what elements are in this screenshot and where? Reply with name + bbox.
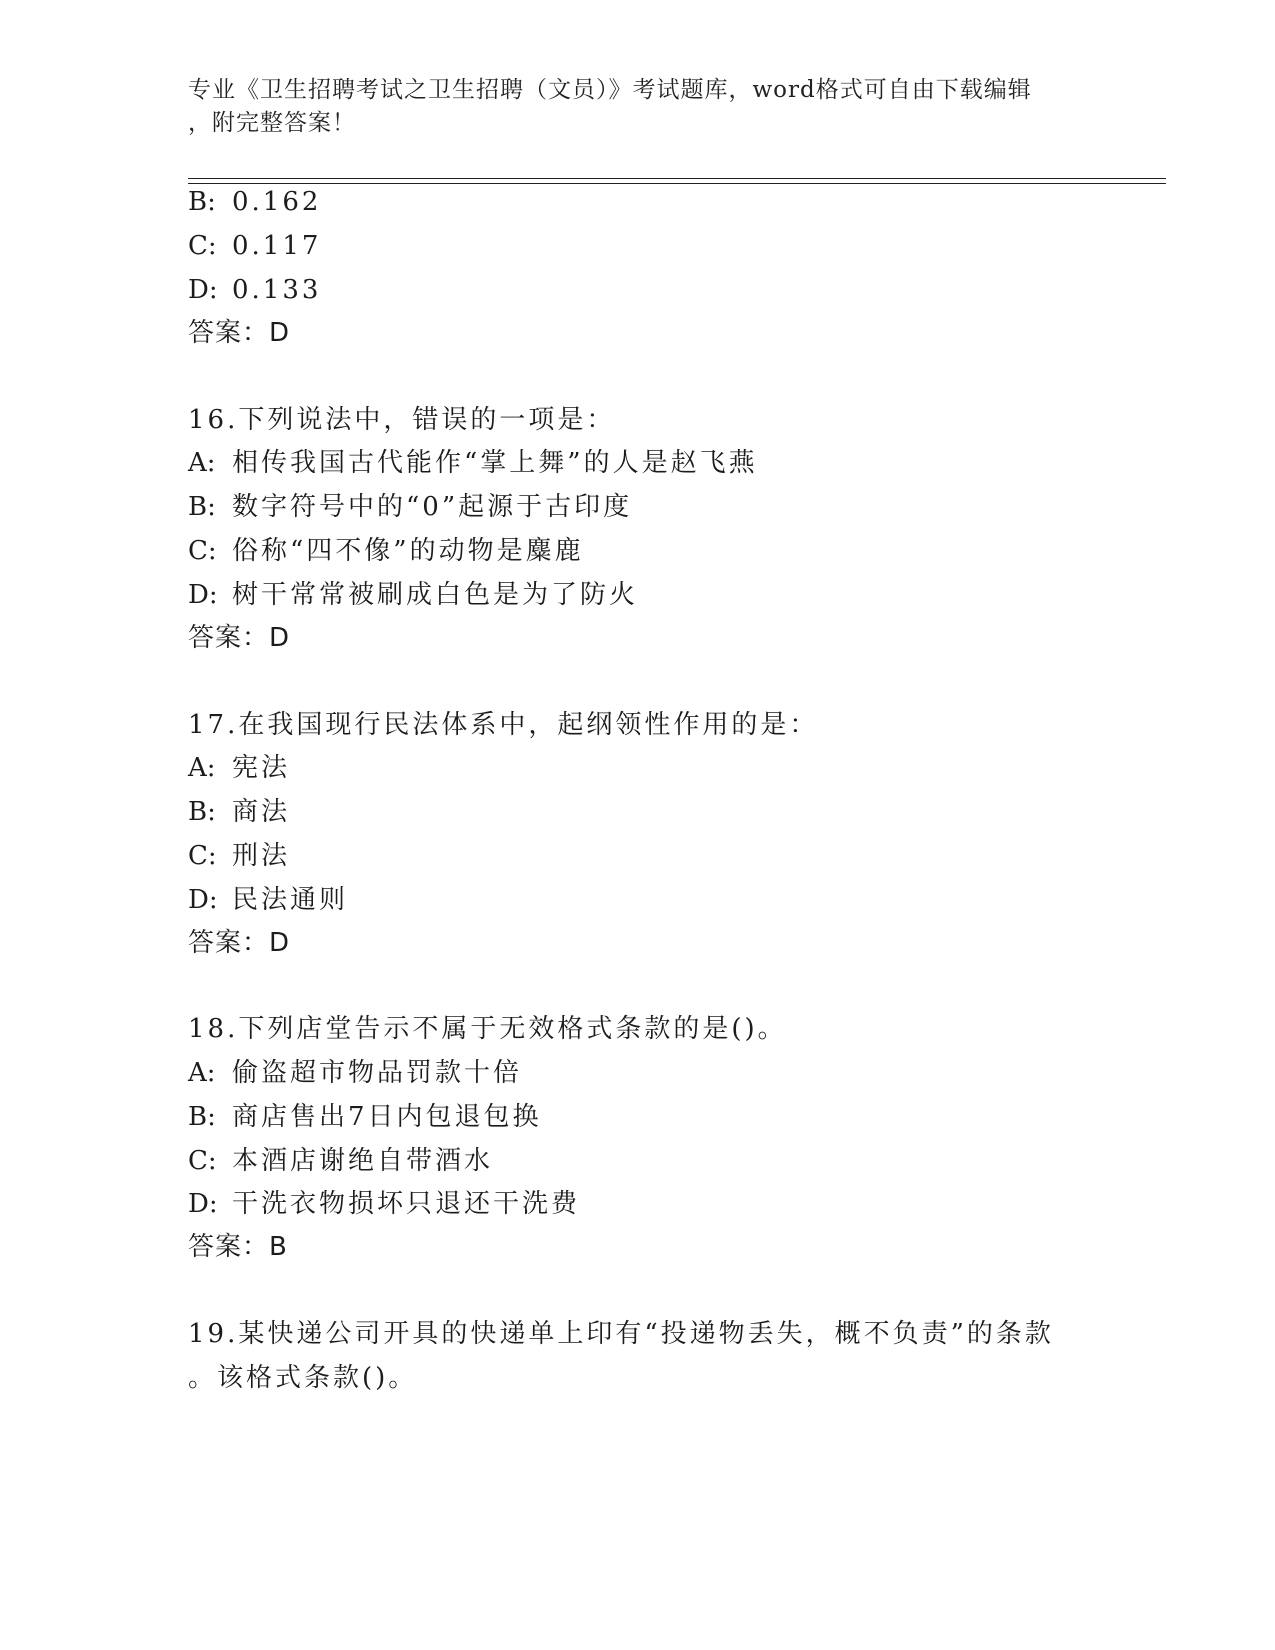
question-18-option-d: D: 干洗衣物损坏只退还干洗费 [188,1189,581,1219]
question-16-stem: 16.下列说法中，错误的一项是： [188,405,616,435]
question-18-answer: 答案：B [188,1232,288,1262]
question-18-option-b: B: 商店售出7日内包退包换 [188,1102,542,1132]
question-17-stem: 17.在我国现行民法体系中，起纲领性作用的是： [188,710,819,740]
question-17-option-a: A: 宪法 [188,753,291,783]
option-b: B: 0.162 [188,187,322,217]
option-c: C: 0.117 [188,231,322,261]
question-18-option-c: C: 本酒店谢绝自带酒水 [188,1146,494,1176]
document-header [188,74,1068,140]
question-17-option-b: B: 商法 [188,797,291,827]
question-16-option-d: D: 树干常常被刷成白色是为了防火 [188,580,639,610]
question-16-option-c: C: 俗称“四不像”的动物是麋鹿 [188,536,584,566]
question-19-stem-line-2: 。该格式条款()。 [188,1363,418,1393]
header-divider [188,178,1166,184]
option-d: D: 0.133 [188,275,322,305]
question-17-option-c: C: 刑法 [188,841,291,871]
question-19-stem-line-1: 19.某快递公司开具的快递单上印有“投递物丢失，概不负责”的条款 [188,1319,1054,1349]
answer-line: 答案：D [188,318,291,348]
question-18-option-a: A: 偷盗超市物品罚款十倍 [188,1058,523,1088]
question-17-option-d: D: 民法通则 [188,885,349,915]
question-16-option-a: A: 相传我国古代能作“掌上舞”的人是赵飞燕 [188,448,758,478]
header-title-line-2: ，附完整答案！ [188,110,356,136]
question-16-answer: 答案：D [188,623,291,653]
question-16-option-b: B: 数字符号中的“0”起源于古印度 [188,492,633,522]
question-17-answer: 答案：D [188,928,291,958]
header-title-line-1: 专业《卫生招聘考试之卫生招聘（文员）》考试题库，word格式可自由下载编辑 [188,77,1032,103]
question-18-stem: 18.下列店堂告示不属于无效格式条款的是()。 [188,1014,787,1044]
